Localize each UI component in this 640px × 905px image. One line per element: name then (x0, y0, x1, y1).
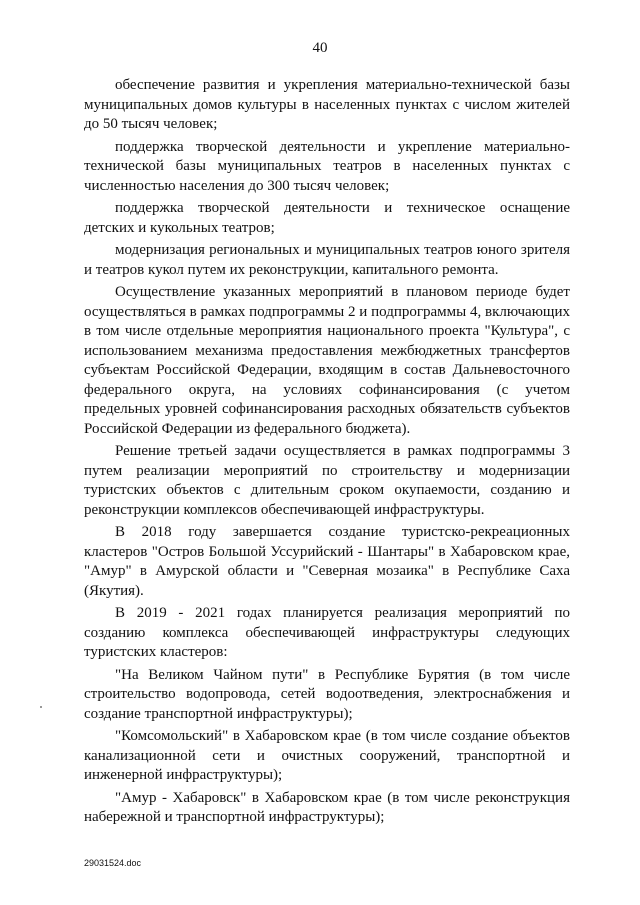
paragraph: Решение третьей задачи осуществляется в рамках подпрограммы 3 путем реализации мероприятий по строительству и модернизации туристских объектов с длительным сроком окупаемости, созданию и реконструкции комплексов обеспечивающей инфраструктуры. (84, 443, 570, 518)
paragraph: поддержка творческой деятельности и укрепление материально-технической базы муниципальных театров в населенных пунктах с численностью населения до 300 тысяч человек; (84, 138, 570, 194)
paragraph: поддержка творческой деятельности и техническое оснащение детских и кукольных театров; (84, 200, 570, 236)
paragraph: "Амур - Хабаровск" в Хабаровском крае (в том числе реконструкция набережной и транспортной инфраструктуры); (84, 789, 570, 825)
paragraph: "На Великом Чайном пути" в Республике Бурятия (в том числе строительство водопровода, сетей водоотведения, электроснабжения и создание транспортной инфраструктуры); (84, 666, 570, 722)
page-number: 40 (312, 40, 328, 56)
paragraph: Осуществление указанных мероприятий в плановом периоде будет осуществляться в рамках подпрограммы 2 и подпрограммы 4, включающих в том числе отдельные мероприятия национального проекта "Культура", с использованием механизма предоставления межбюджетных трансфертов субъектам Российской Федерации, входящим в состав Дальневосточного федерального округа, на условиях софинансирования (с учетом предельных уровней софинансирования расходных обязательств субъектов Российской Федерации из федерального бюджета). (84, 284, 570, 437)
paragraph: модернизация региональных и муниципальных театров юного зрителя и театров кукол путем их реконструкции, капитального ремонта. (84, 242, 570, 278)
scan-speck (40, 706, 42, 708)
paragraph: обеспечение развития и укрепления материально-технической базы муниципальных домов культуры в населенных пунктах с числом жителей до 50 тысяч человек; (84, 77, 570, 132)
paragraph: В 2019 - 2021 годах планируется реализация мероприятий по созданию комплекса обеспечивающей инфраструктуры следующих туристских кластеров: (84, 605, 570, 660)
paragraph: В 2018 году завершается создание туристско-рекреационных кластеров "Остров Большой Уссурийский - Шантары" в Хабаровском крае, "Амур" в Амурской области и "Северная мозаика" в Республике Саха (Якутия). (84, 524, 570, 599)
paragraph: "Комсомольский" в Хабаровском крае (в том числе создание объектов канализационной сети и очистных сооружений, транспортной и инженерной инфраструктуры); (84, 728, 570, 783)
footer-filename: 29031524.doc (84, 858, 142, 868)
document-body (84, 76, 570, 831)
